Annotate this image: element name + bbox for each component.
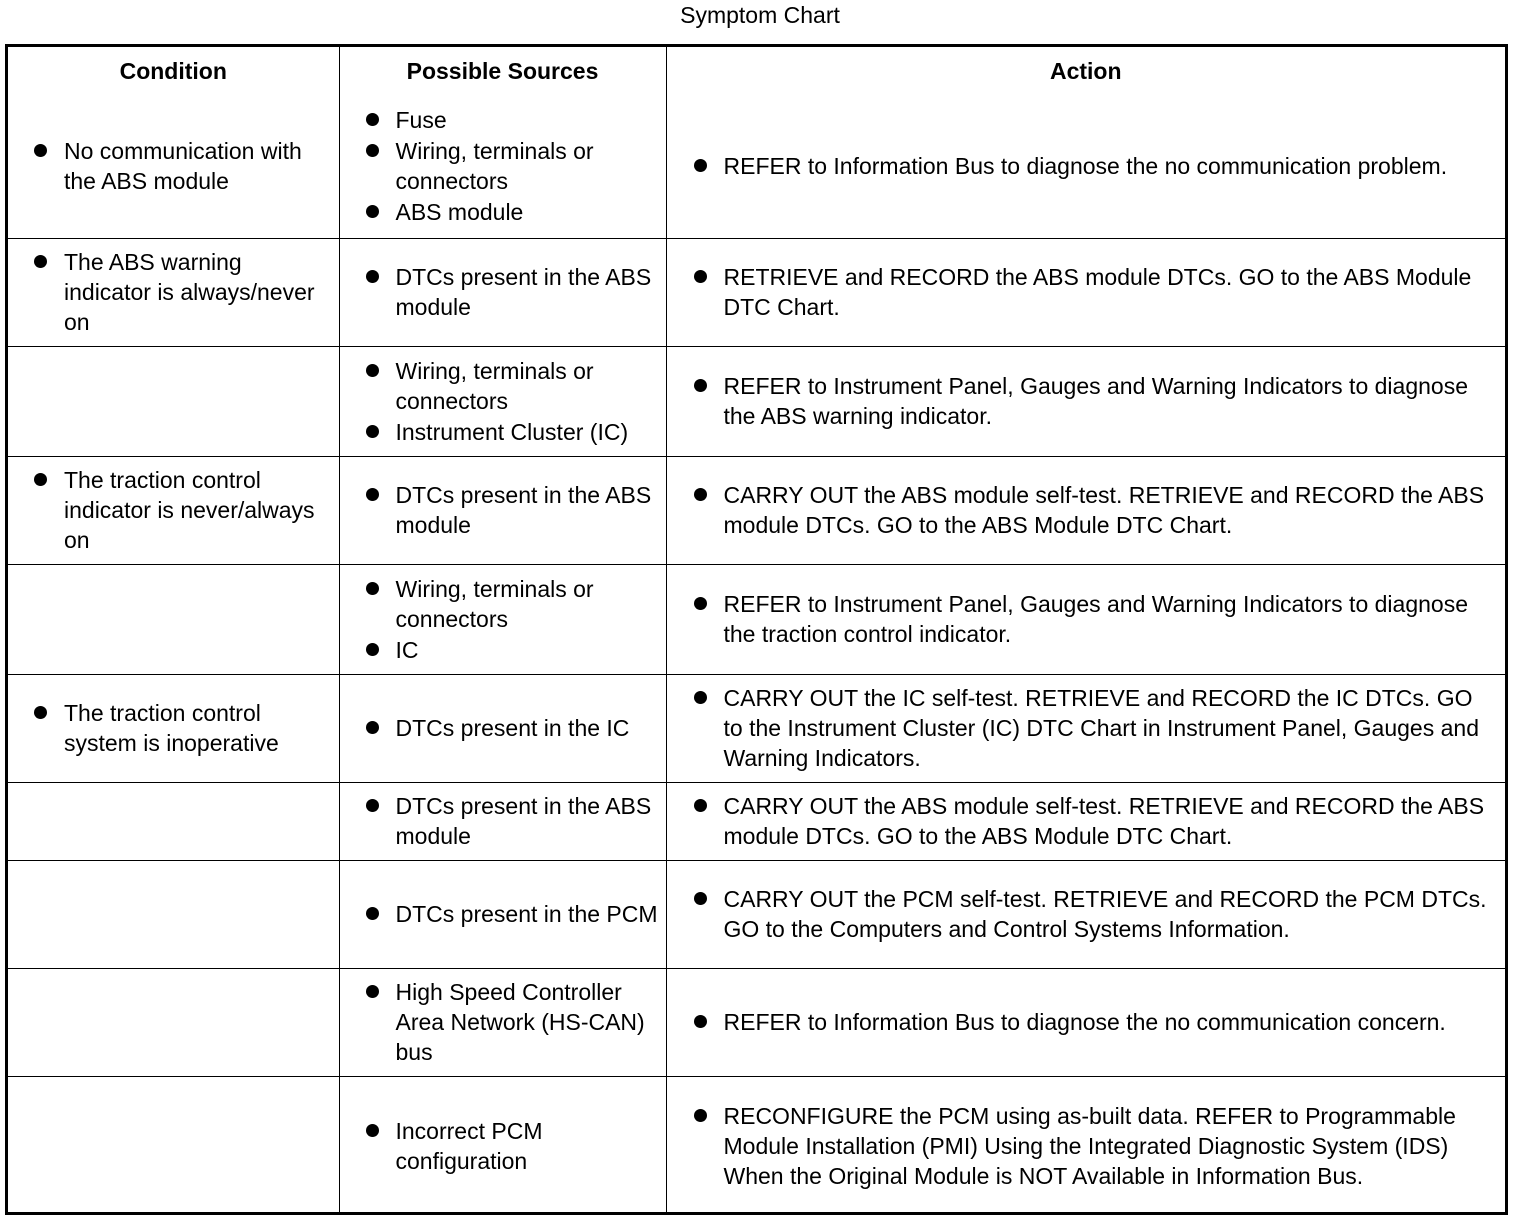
condition-cell [8,95,339,238]
page-title: Symptom Chart [680,2,840,28]
action-list [667,1007,1506,1037]
symptom-table [8,47,1505,1215]
action-item: REFER to Information Bus to diagnose the no communication problem. [724,151,1498,181]
source-list [340,977,666,1067]
header-possible-sources: Possible Sources [339,47,666,95]
source-list [340,713,666,743]
source-item: DTCs present in the IC [396,713,660,743]
action-cell [666,674,1505,782]
source-item: DTCs present in the ABS module [396,262,660,322]
condition-list [8,698,339,758]
action-cell [666,456,1505,564]
source-item: IC [396,635,660,665]
table-row [8,860,1505,968]
action-cell [666,346,1505,456]
table-row [8,968,1505,1076]
condition-item: The traction control system is inoperative [64,698,331,758]
action-list [667,683,1506,773]
sources-cell [339,456,666,564]
action-item: CARRY OUT the IC self-test. RETRIEVE and RECORD the IC DTCs. GO to the Instrument Cluster (IC) DTC Chart in Instrument Panel, Gauges and Warning Indicators. [724,683,1498,773]
symptom-chart-table [5,44,1508,1215]
header-condition: Condition [8,47,339,95]
source-list [340,899,666,929]
sources-cell [339,95,666,238]
table-row [8,564,1505,674]
sources-cell [339,860,666,968]
action-item: RECONFIGURE the PCM using as-built data. REFER to Programmable Module Installation (PMI) Using the Integrated Diagnostic System (IDS) When the Original Module is NOT Available in Information Bus. [724,1101,1498,1191]
sources-cell [339,238,666,346]
source-item: Instrument Cluster (IC) [396,417,660,447]
condition-item: The ABS warning indicator is always/never on [64,247,331,337]
source-list [340,480,666,540]
table-row [8,782,1505,860]
condition-item: The traction control indicator is never/always on [64,465,331,555]
table-row [8,238,1505,346]
table-body [8,95,1505,1215]
table-row [8,95,1505,238]
action-list [667,791,1506,851]
action-cell [666,782,1505,860]
condition-item: No communication with the ABS module [64,136,331,196]
source-list [340,105,666,227]
action-cell [666,968,1505,1076]
source-item: Wiring, terminals or connectors [396,136,660,196]
action-item: RETRIEVE and RECORD the ABS module DTCs. GO to the ABS Module DTC Chart. [724,262,1498,322]
action-list [667,371,1506,431]
sources-cell [339,674,666,782]
sources-cell [339,1076,666,1215]
table-row [8,674,1505,782]
action-item: REFER to Instrument Panel, Gauges and Warning Indicators to diagnose the traction control indicator. [724,589,1498,649]
action-list [667,884,1506,944]
action-cell [666,564,1505,674]
table-row [8,456,1505,564]
source-item: DTCs present in the ABS module [396,791,660,851]
condition-list [8,136,339,196]
action-list [667,480,1506,540]
action-cell [666,238,1505,346]
source-item: Wiring, terminals or connectors [396,574,660,634]
action-item: REFER to Information Bus to diagnose the no communication concern. [724,1007,1498,1037]
header-row [8,47,1505,95]
action-list [667,589,1506,649]
table-row [8,346,1505,456]
condition-list [8,247,339,337]
condition-list [8,465,339,555]
condition-cell [8,564,339,674]
condition-cell [8,456,339,564]
condition-cell [8,860,339,968]
sources-cell [339,346,666,456]
action-cell [666,1076,1505,1215]
condition-cell [8,782,339,860]
condition-cell [8,1076,339,1215]
source-list [340,791,666,851]
source-list [340,574,666,665]
action-list [667,1101,1506,1191]
source-list [340,1116,666,1176]
source-item: Incorrect PCM configuration [396,1116,660,1176]
header-action: Action [666,47,1505,95]
source-item: Wiring, terminals or connectors [396,356,660,416]
condition-cell [8,674,339,782]
condition-cell [8,238,339,346]
sources-cell [339,968,666,1076]
condition-cell [8,346,339,456]
action-item: CARRY OUT the ABS module self-test. RETRIEVE and RECORD the ABS module DTCs. GO to the ABS Module DTC Chart. [724,791,1498,851]
source-item: ABS module [396,197,660,227]
action-item: REFER to Instrument Panel, Gauges and Warning Indicators to diagnose the ABS warning indicator. [724,371,1498,431]
action-cell [666,860,1505,968]
source-list [340,262,666,322]
source-item: Fuse [396,105,660,135]
action-item: CARRY OUT the ABS module self-test. RETRIEVE and RECORD the ABS module DTCs. GO to the ABS Module DTC Chart. [724,480,1498,540]
source-item: High Speed Controller Area Network (HS-CAN) bus [396,977,660,1067]
action-list [667,151,1506,181]
source-item: DTCs present in the ABS module [396,480,660,540]
action-cell [666,95,1505,238]
condition-cell [8,968,339,1076]
action-list [667,262,1506,322]
sources-cell [339,564,666,674]
action-item: CARRY OUT the PCM self-test. RETRIEVE and RECORD the PCM DTCs. GO to the Computers and Control Systems Information. [724,884,1498,944]
source-item: DTCs present in the PCM [395,901,658,927]
table-row [8,1076,1505,1215]
sources-cell [339,782,666,860]
source-list [340,356,666,447]
